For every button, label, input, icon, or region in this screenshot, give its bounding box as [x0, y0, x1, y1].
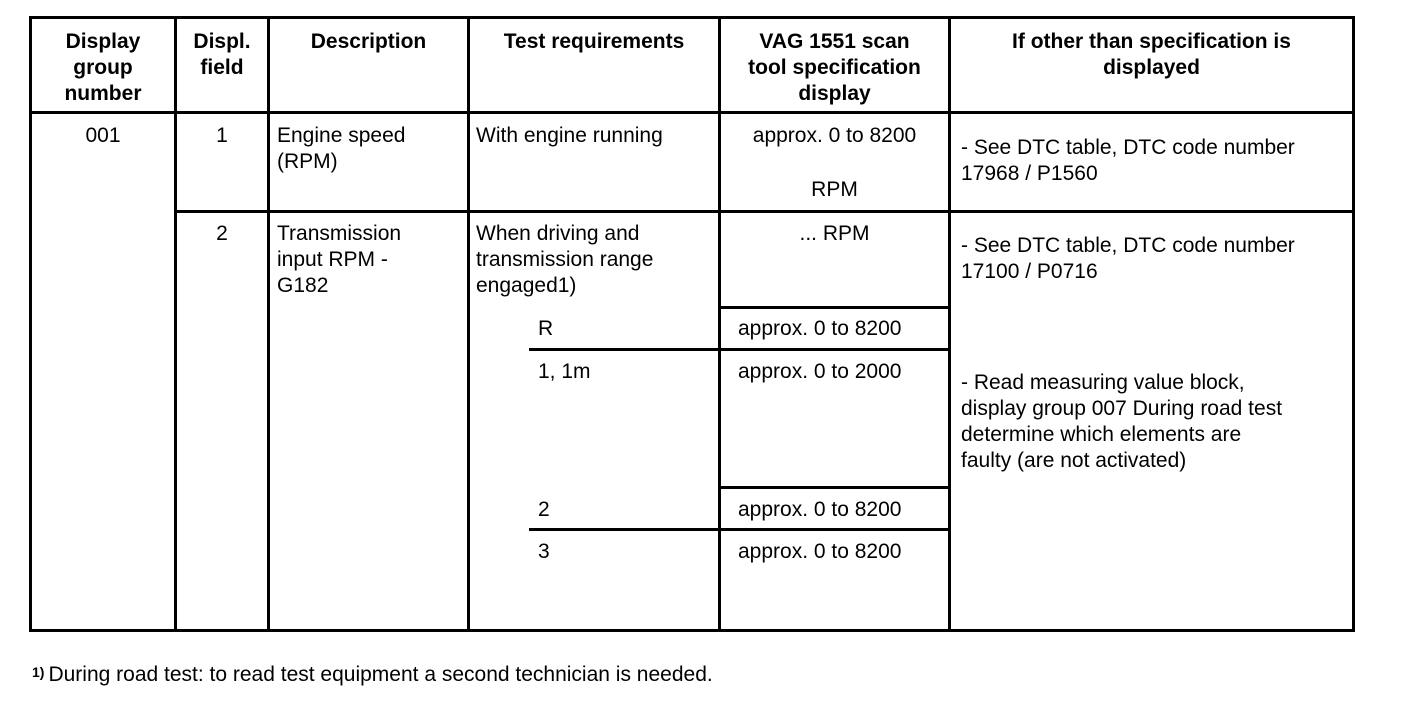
range-label: 3: [538, 540, 550, 563]
range-value: approx. 0 to 2000: [738, 360, 902, 383]
range-divider: [529, 528, 951, 531]
header-divider: [29, 111, 1355, 114]
col-divider: [174, 16, 177, 632]
row1-field: 1: [216, 124, 228, 147]
header-displ-field: Displ. field: [193, 30, 251, 79]
col-divider: [267, 16, 270, 632]
range-label: 1, 1m: [538, 360, 591, 383]
row2-spec-unit: ... RPM: [799, 222, 870, 245]
row2-test-requirement: When driving and transmission range engaged1): [476, 222, 654, 297]
range-label: R: [538, 317, 554, 340]
col-divider: [718, 16, 721, 632]
range-value: approx. 0 to 8200: [738, 498, 902, 521]
header-test-requirements: Test requirements: [503, 30, 685, 53]
range-divider: [718, 486, 951, 489]
row2-if-other-dtc: - See DTC table, DTC code number 17100 / P0716: [961, 234, 1295, 283]
row1-description: Engine speed (RPM): [277, 124, 406, 173]
range-divider: [718, 306, 951, 309]
row-divider: [174, 210, 1355, 213]
header-display-group-number: Display group number: [64, 30, 142, 105]
row2-field: 2: [216, 222, 228, 245]
range-divider: [529, 348, 951, 351]
footnote: [32, 662, 713, 689]
display-group-number: 001: [85, 124, 121, 147]
footnote-text: During road test: to read test equipment a second technician is needed.: [48, 663, 713, 686]
row1-spec-unit: RPM: [811, 178, 858, 201]
header-if-other: If other than specification is displayed: [1012, 30, 1291, 79]
range-label: 2: [538, 498, 550, 521]
col-divider: [467, 16, 470, 632]
footnote-marker: 1): [32, 664, 45, 680]
row1-test-requirement: With engine running: [476, 124, 663, 147]
col-divider: [948, 16, 951, 632]
row2-if-other-measuring-block: - Read measuring value block, display group 007 During road test determine which elements are faulty (are not activated): [961, 371, 1283, 472]
row2-description: Transmission input RPM - G182: [277, 222, 402, 297]
header-scan-tool-spec: VAG 1551 scan tool specification display: [748, 30, 921, 105]
row1-if-other: - See DTC table, DTC code number 17968 / P1560: [961, 136, 1295, 185]
range-value: approx. 0 to 8200: [738, 540, 902, 563]
header-description: Description: [310, 30, 427, 53]
range-value: approx. 0 to 8200: [738, 317, 902, 340]
row1-spec-value: approx. 0 to 8200: [752, 124, 917, 147]
